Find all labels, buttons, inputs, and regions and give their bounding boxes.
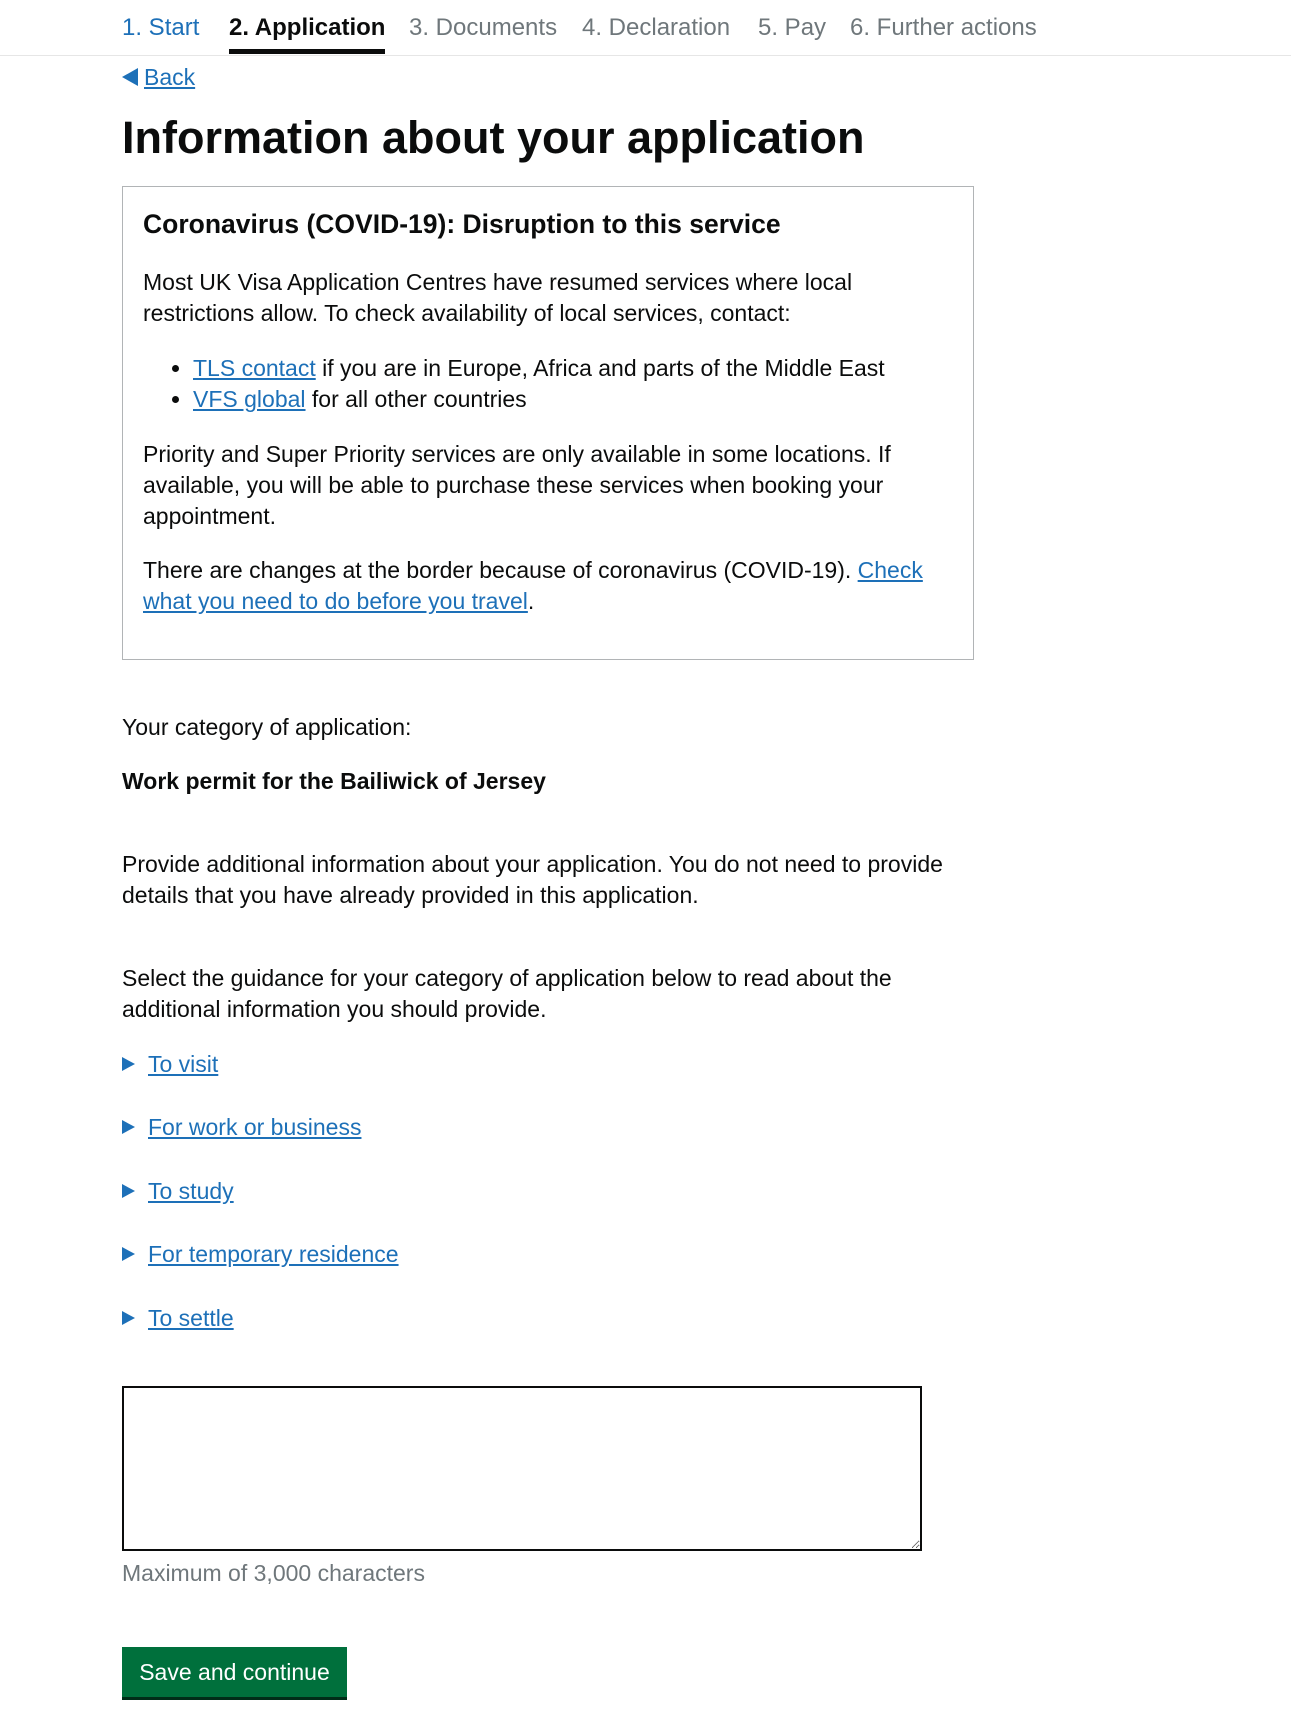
back-link[interactable] bbox=[122, 64, 195, 91]
vfs-global-link[interactable]: VFS global bbox=[193, 386, 306, 412]
covid-notice-panel bbox=[122, 186, 974, 660]
provide-info-text bbox=[122, 849, 943, 911]
expand-triangle-icon bbox=[122, 1311, 135, 1325]
expand-triangle-icon bbox=[122, 1247, 135, 1261]
vfs-global-text: for all other countries bbox=[305, 386, 527, 412]
priority-line2: available, you will be able to purchase these services when booking your bbox=[143, 472, 884, 498]
guidance-intro-text bbox=[122, 963, 892, 1025]
character-limit-hint: Maximum of 3,000 characters bbox=[122, 1560, 425, 1586]
guidance-link-label: For temporary residence bbox=[148, 1241, 399, 1267]
guidance-to-visit[interactable] bbox=[122, 1051, 218, 1078]
guidance-line2: additional information you should provide. bbox=[122, 996, 547, 1022]
tls-contact-link[interactable]: TLS contact bbox=[193, 355, 316, 381]
back-arrow-icon bbox=[122, 68, 138, 86]
notice-intro-line2: restrictions allow. To check availability of local services, contact: bbox=[143, 300, 791, 326]
step-pay: 5. Pay bbox=[758, 14, 827, 41]
page-title: Information about your application bbox=[122, 112, 865, 163]
priority-text bbox=[143, 439, 953, 532]
border-text bbox=[143, 555, 953, 617]
tls-contact-text: if you are in Europe, Africa and parts of the Middle East bbox=[315, 355, 885, 381]
category-value: Work permit for the Bailiwick of Jersey bbox=[122, 768, 546, 794]
additional-info-textarea[interactable] bbox=[122, 1386, 922, 1551]
expand-triangle-icon bbox=[122, 1120, 135, 1134]
notice-heading: Coronavirus (COVID-19): Disruption to this service bbox=[143, 209, 781, 239]
list-item bbox=[193, 353, 953, 384]
priority-line1: Priority and Super Priority services are only available in some locations. If bbox=[143, 441, 891, 467]
save-and-continue-button[interactable]: Save and continue bbox=[122, 1647, 347, 1697]
step-application: 2. Application bbox=[229, 14, 386, 41]
border-text-start: There are changes at the border because of coronavirus (COVID-19). bbox=[143, 557, 858, 583]
provide-line1: Provide additional information about your application. You do not need to provide bbox=[122, 851, 943, 877]
check-link-line1: Check bbox=[857, 557, 923, 583]
notice-intro-line1: Most UK Visa Application Centres have resumed services where local bbox=[143, 269, 853, 295]
step-further-actions: 6. Further actions bbox=[850, 14, 1037, 41]
guidance-temporary-residence[interactable] bbox=[122, 1241, 399, 1268]
step-start[interactable]: 1. Start bbox=[122, 14, 200, 41]
guidance-to-study[interactable] bbox=[122, 1178, 234, 1205]
category-label: Your category of application: bbox=[122, 714, 412, 740]
provide-line2: details that you have already provided in this application. bbox=[122, 882, 699, 908]
priority-line3: appointment. bbox=[143, 503, 276, 529]
step-declaration: 4. Declaration bbox=[582, 14, 731, 41]
guidance-link-label: To study bbox=[148, 1178, 234, 1204]
border-text-end: . bbox=[527, 588, 535, 614]
expand-triangle-icon bbox=[122, 1184, 135, 1198]
list-item bbox=[193, 384, 953, 415]
check-link-line2: what you need to do before you travel bbox=[143, 588, 528, 614]
back-label: Back bbox=[144, 64, 196, 90]
contact-list bbox=[143, 353, 953, 415]
guidance-link-label: For work or business bbox=[148, 1114, 362, 1140]
guidance-link-label: To visit bbox=[148, 1051, 219, 1077]
guidance-to-settle[interactable] bbox=[122, 1305, 234, 1332]
guidance-work-or-business[interactable] bbox=[122, 1114, 361, 1141]
progress-steps bbox=[0, 0, 1291, 56]
guidance-link-label: To settle bbox=[148, 1305, 234, 1331]
step-documents: 3. Documents bbox=[409, 14, 558, 41]
expand-triangle-icon bbox=[122, 1057, 135, 1071]
guidance-line1: Select the guidance for your category of application below to read about the bbox=[122, 965, 892, 991]
notice-intro bbox=[143, 267, 953, 329]
